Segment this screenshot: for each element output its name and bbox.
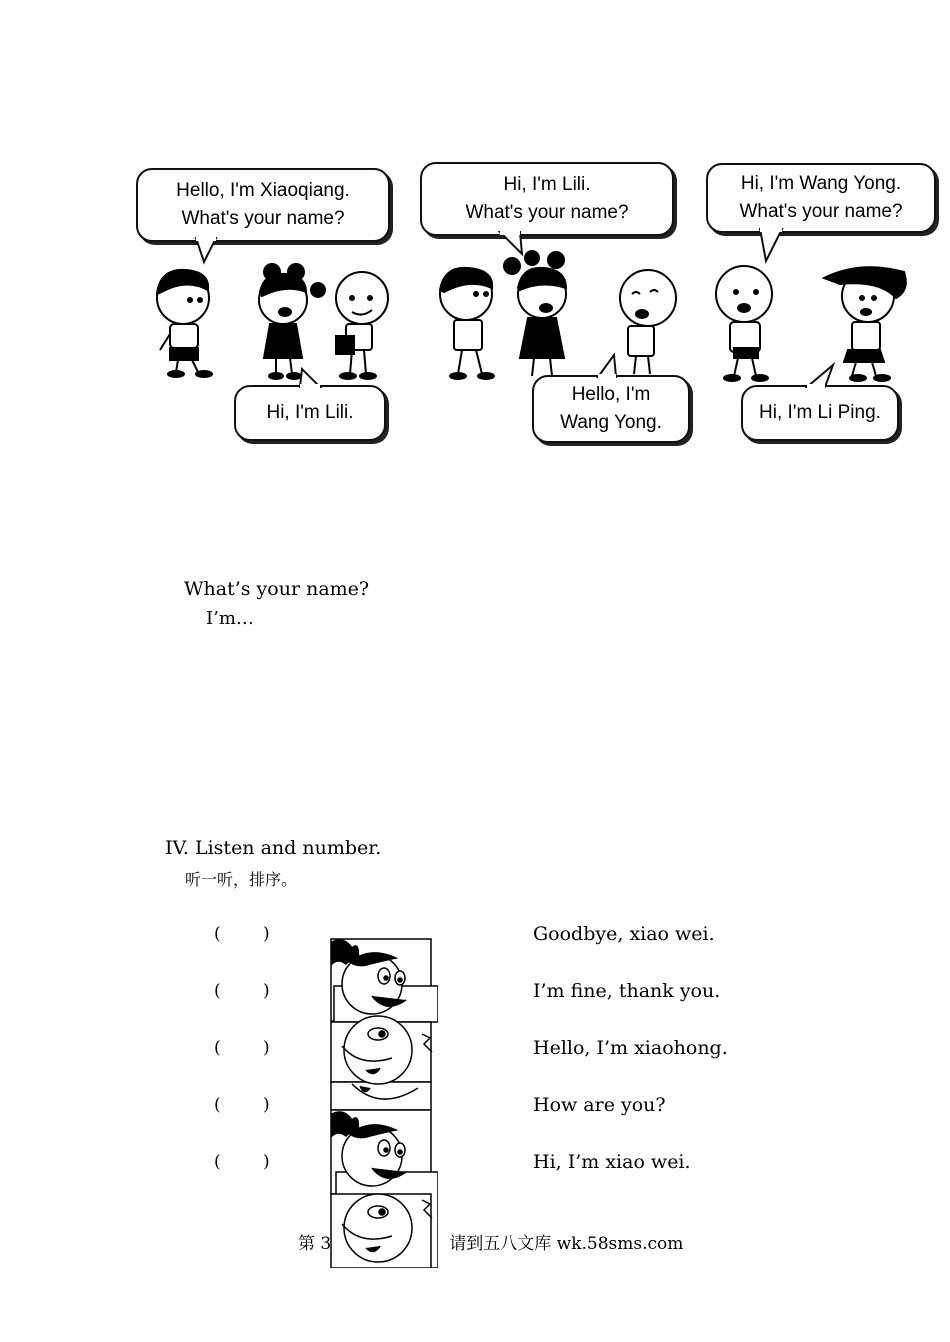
speech-bubble-wangyong-top — [706, 163, 936, 233]
bubble-line: What's your name? — [739, 201, 903, 222]
cartoon-strip-image — [330, 938, 438, 1268]
child-xiaoqiang-2 — [440, 268, 494, 379]
bubble-line: Hi, I'm Li Ping. — [759, 402, 881, 423]
child-xiaoqiang — [157, 270, 212, 377]
bubble-line: Hi, I'm Lili. — [503, 174, 591, 195]
bubble-line: Wang Yong. — [560, 412, 662, 433]
speech-bubble-lili-bottom — [234, 385, 386, 441]
paren-close: ) — [263, 1152, 270, 1172]
speech-bubble-lili-top — [420, 162, 674, 236]
bubble-line: What's your name? — [465, 202, 629, 223]
paren-close: ) — [263, 1038, 270, 1058]
bubble-line: Hi, I'm Lili. — [266, 402, 354, 423]
child-lili-2 — [504, 251, 566, 376]
speech-bubble-liping — [741, 385, 899, 441]
child-wangyong-2 — [620, 270, 676, 374]
option-hi: Hi, I’m xiao wei. — [533, 1151, 691, 1173]
section-subheading: 听一听，排序。 — [185, 870, 298, 889]
section-heading: IV. Listen and number. — [165, 837, 382, 859]
paren-close: ) — [263, 1095, 270, 1115]
paren-close: ) — [263, 924, 270, 944]
children-illustration — [0, 250, 950, 390]
bubble-line: Hi, I'm Wang Yong. — [740, 173, 902, 194]
child-lili-1 — [259, 264, 325, 379]
paren-open: ( — [214, 1152, 221, 1172]
paren-open: ( — [214, 924, 221, 944]
footer-prefix: 第 3 — [298, 1234, 332, 1254]
child-boy-3 — [336, 272, 388, 379]
page-footer — [298, 1229, 683, 1254]
paren-open: ( — [214, 1095, 221, 1115]
bubble-line: Hello, I'm — [571, 384, 651, 405]
bubble-line: What's your name? — [181, 208, 345, 229]
bubble-line: Hello, I'm Xiaoqiang. — [176, 180, 350, 201]
pattern-question: What’s your name? — [184, 578, 370, 600]
option-goodbye: Goodbye, xiao wei. — [533, 923, 715, 945]
option-hello: Hello, I’m xiaohong. — [533, 1037, 728, 1059]
option-how-are-you: How are you? — [533, 1094, 666, 1116]
paren-open: ( — [214, 1038, 221, 1058]
paren-open: ( — [214, 981, 221, 1001]
child-wangyong-3 — [716, 266, 772, 381]
child-liping — [824, 267, 906, 381]
speech-bubble-xiaoqiang — [136, 168, 390, 242]
option-fine: I’m fine, thank you. — [533, 980, 721, 1002]
footer-suffix: 请到五八文库 wk.58sms.com — [449, 1234, 684, 1254]
pattern-answer: I’m… — [206, 608, 254, 629]
paren-close: ) — [263, 981, 270, 1001]
